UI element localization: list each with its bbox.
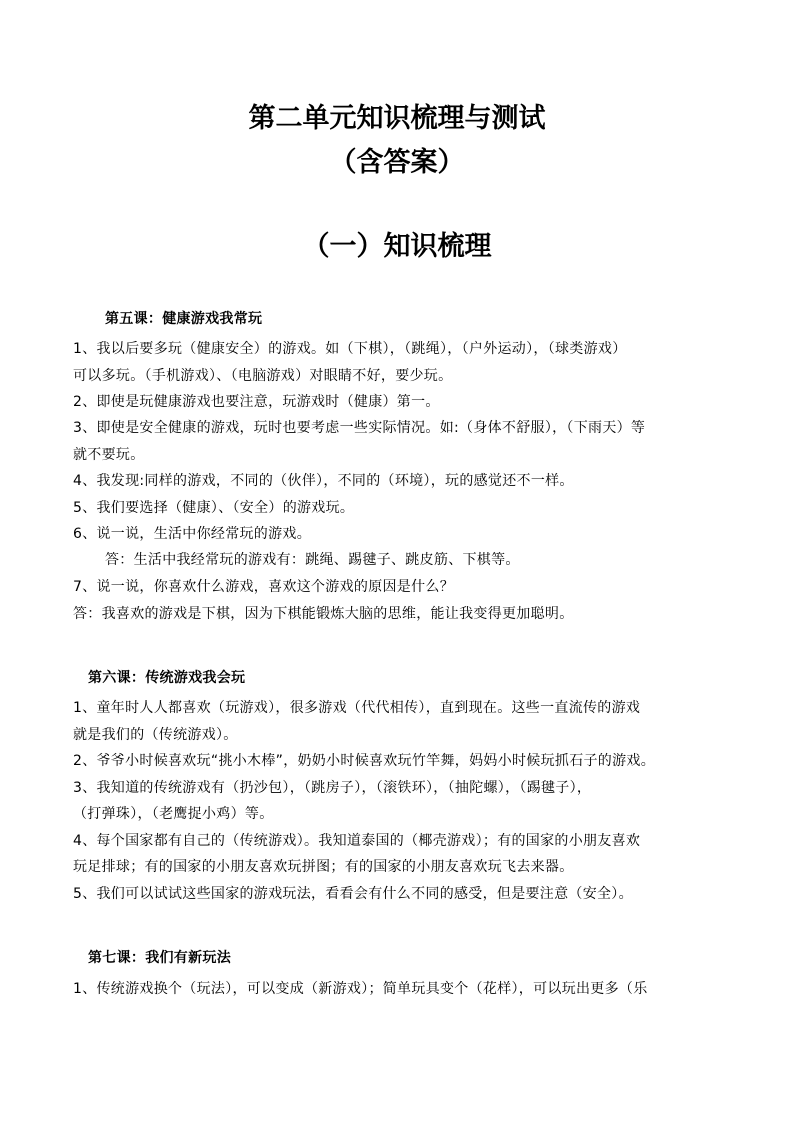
lesson6-line: 5、我们可以试试这些国家的游戏玩法，看看会有什么不同的感受，但是要注意（安全）。 — [73, 886, 633, 902]
lesson5-line: 6、说一说，生活中你经常玩的游戏。 — [73, 526, 312, 542]
lesson6-line: 1、童年时人人都喜欢（玩游戏），很多游戏（代代相传），直到现在。这些一直流传的游戏 — [73, 700, 641, 716]
lesson7-line: 1、传统游戏换个（玩法），可以变成（新游戏）；简单玩具变个（花样），可以玩出更多（乐 — [73, 981, 648, 997]
lesson6-line: 就是我们的（传统游戏）。 — [73, 727, 238, 743]
lesson6-line: 2、爷爷小时候喜欢玩“挑小木棒”，奶奶小时候喜欢玩竹竿舞，妈妈小时候玩抓石子的游戏。 — [73, 753, 656, 769]
page-title: 第二单元知识梳理与测试 — [248, 103, 546, 134]
section-title: （一）知识梳理 — [302, 231, 492, 262]
page-subtitle: （含答案） — [329, 147, 465, 178]
lesson6-line: （打弹珠），（老鹰捉小鸡）等。 — [73, 806, 274, 822]
lesson5-answer: 答：生活中我经常玩的游戏有：跳绳、踢毽子、跳皮筋、下棋等。 — [105, 552, 520, 568]
lesson5-heading: 第五课：健康游戏我常玩 — [105, 311, 263, 327]
lesson5-line: 5、我们要选择（健康）、（安全）的游戏玩。 — [73, 500, 355, 516]
lesson5-line: 7、说一说，你喜欢什么游戏，喜欢这个游戏的原因是什么？ — [73, 579, 455, 595]
lesson5-answer: 答：我喜欢的游戏是下棋，因为下棋能锻炼大脑的思维，能让我变得更加聪明。 — [73, 606, 574, 622]
lesson5-line: 可以多玩。（手机游戏）、（电脑游戏）对眼睛不好，要少玩。 — [73, 368, 453, 384]
lesson6-line: 3、我知道的传统游戏有（扔沙包），（跳房子），（滚铁环），（抽陀螺），（踢毽子）， — [73, 780, 592, 796]
lesson5-line: 4、我发现:同样的游戏，不同的（伙伴），不同的（环境），玩的感觉还不一样。 — [73, 473, 574, 489]
lesson6-line: 4、每个国家都有自己的（传统游戏）。我知道泰国的（椰壳游戏）；有的国家的小朋友喜欢 — [73, 833, 641, 849]
lesson5-line: 就不要玩。 — [73, 447, 145, 463]
lesson6-line: 玩足排球；有的国家的小朋友喜欢玩拼图；有的国家的小朋友喜欢玩飞去来器。 — [73, 859, 574, 875]
lesson5-line: 2、即使是玩健康游戏也要注意，玩游戏时（健康）第一。 — [73, 394, 440, 410]
lesson6-heading: 第六课：传统游戏我会玩 — [88, 670, 246, 686]
lesson5-line: 1、我以后要多玩（健康安全）的游戏。如（下棋），（跳绳），（户外运动），（球类游戏） — [73, 341, 627, 357]
lesson5-line: 3、即使是安全健康的游戏，玩时也要考虑一些实际情况。如:（身体不舒服），（下雨天）等 — [73, 420, 646, 436]
lesson7-heading: 第七课：我们有新玩法 — [88, 950, 231, 966]
